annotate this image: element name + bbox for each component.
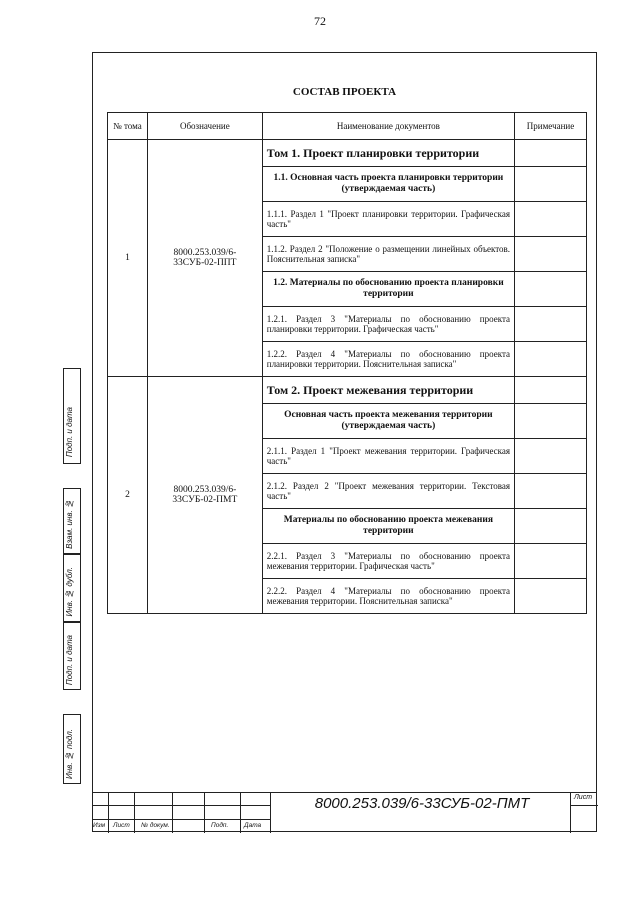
note-cell xyxy=(515,439,587,474)
note-cell xyxy=(515,377,587,404)
document-name-cell: 2.1.2. Раздел 2 "Проект межевания территории. Текстовая часть" xyxy=(262,474,514,509)
volume-title-row xyxy=(108,140,587,167)
side-stamp-inv-podl xyxy=(63,714,81,784)
volume-number-cell: 2 xyxy=(108,377,148,614)
side-label-podp-data-2: Подп. и дата xyxy=(65,634,74,685)
table-body xyxy=(108,140,587,614)
note-cell xyxy=(515,509,587,544)
document-title: СОСТАВ ПРОЕКТА xyxy=(292,86,397,98)
subsection-cell: 1.1. Основная часть проекта планировки территории (утверждаемая часть) xyxy=(262,167,514,202)
note-cell xyxy=(515,307,587,342)
header-volume-number: № тома xyxy=(108,113,148,140)
note-cell xyxy=(515,202,587,237)
stamp-col-izm: Изм xyxy=(93,822,106,829)
document-name-cell: 1.1.1. Раздел 1 "Проект планировки территории. Графическая часть" xyxy=(262,202,514,237)
stamp-sheet-cell xyxy=(570,793,598,833)
side-stamp-podp-data xyxy=(63,368,81,464)
stamp-col-list: Лист xyxy=(113,822,130,829)
document-name-cell: 2.2.1. Раздел 3 "Материалы по обоснованию проекта межевания территории. Графическая часть" xyxy=(262,544,514,579)
document-name-cell: 1.2.2. Раздел 4 "Материалы по обоснованию проекта планировки территории. Пояснительная записка" xyxy=(262,342,514,377)
side-stamp-podp-data-2 xyxy=(63,622,81,690)
subsection-cell: Основная часть проекта межевания территории (утверждаемая часть) xyxy=(262,404,514,439)
side-label-inv-podl: Инв. № подл. xyxy=(65,729,74,779)
note-cell xyxy=(515,579,587,614)
page-number: 72 xyxy=(314,14,326,28)
volume-code-cell: 8000.253.039/6-33СУБ-02-ППТ xyxy=(147,140,262,377)
stamp-sheet-label: Лист xyxy=(574,794,593,801)
side-stamp-inv-dubl xyxy=(63,554,81,622)
header-code: Обозначение xyxy=(147,113,262,140)
volume-number-cell: 1 xyxy=(108,140,148,377)
note-cell xyxy=(515,140,587,167)
side-label-podp-data: Подп. и дата xyxy=(65,406,74,457)
subsection-cell: 1.2. Материалы по обоснованию проекта планировки территории xyxy=(262,272,514,307)
stamp-col-date: Дата xyxy=(244,822,262,829)
note-cell xyxy=(515,272,587,307)
header-document-name: Наименование документов xyxy=(262,113,514,140)
table-header-row xyxy=(108,113,587,140)
side-label-inv-dubl: Инв. № дубл. xyxy=(65,567,74,617)
document-name-cell: 2.2.2. Раздел 4 "Материалы по обоснованию проекта межевания территории. Пояснительная записка" xyxy=(262,579,514,614)
project-composition-table xyxy=(107,112,587,614)
note-cell xyxy=(515,342,587,377)
stamp-col-podp: Подп. xyxy=(211,822,229,829)
subsection-cell: Материалы по обоснованию проекта межевания территории xyxy=(262,509,514,544)
side-label-vzam: Взам. инв. № xyxy=(65,499,74,549)
document-name-cell: 1.1.2. Раздел 2 "Положение о размещении линейных объектов. Пояснительная записка" xyxy=(262,237,514,272)
volume-title-cell: Том 2. Проект межевания территории xyxy=(262,377,514,404)
note-cell xyxy=(515,544,587,579)
stamp-col-doc-num: № докум. xyxy=(141,822,170,829)
document-name-cell: 2.1.1. Раздел 1 "Проект межевания территории. Графическая часть" xyxy=(262,439,514,474)
note-cell xyxy=(515,167,587,202)
note-cell xyxy=(515,404,587,439)
volume-title-row xyxy=(108,377,587,404)
title-block-stamp xyxy=(92,792,597,833)
header-note: Примечание xyxy=(515,113,587,140)
stamp-document-code: 8000.253.039/6-33СУБ-02-ПМТ xyxy=(314,795,530,812)
volume-code-cell: 8000.253.039/6-33СУБ-02-ПМТ xyxy=(147,377,262,614)
volume-title-cell: Том 1. Проект планировки территории xyxy=(262,140,514,167)
note-cell xyxy=(515,474,587,509)
document-name-cell: 1.2.1. Раздел 3 "Материалы по обоснованию проекта планировки территории. Графическая часть" xyxy=(262,307,514,342)
side-stamp-vzam xyxy=(63,488,81,554)
note-cell xyxy=(515,237,587,272)
